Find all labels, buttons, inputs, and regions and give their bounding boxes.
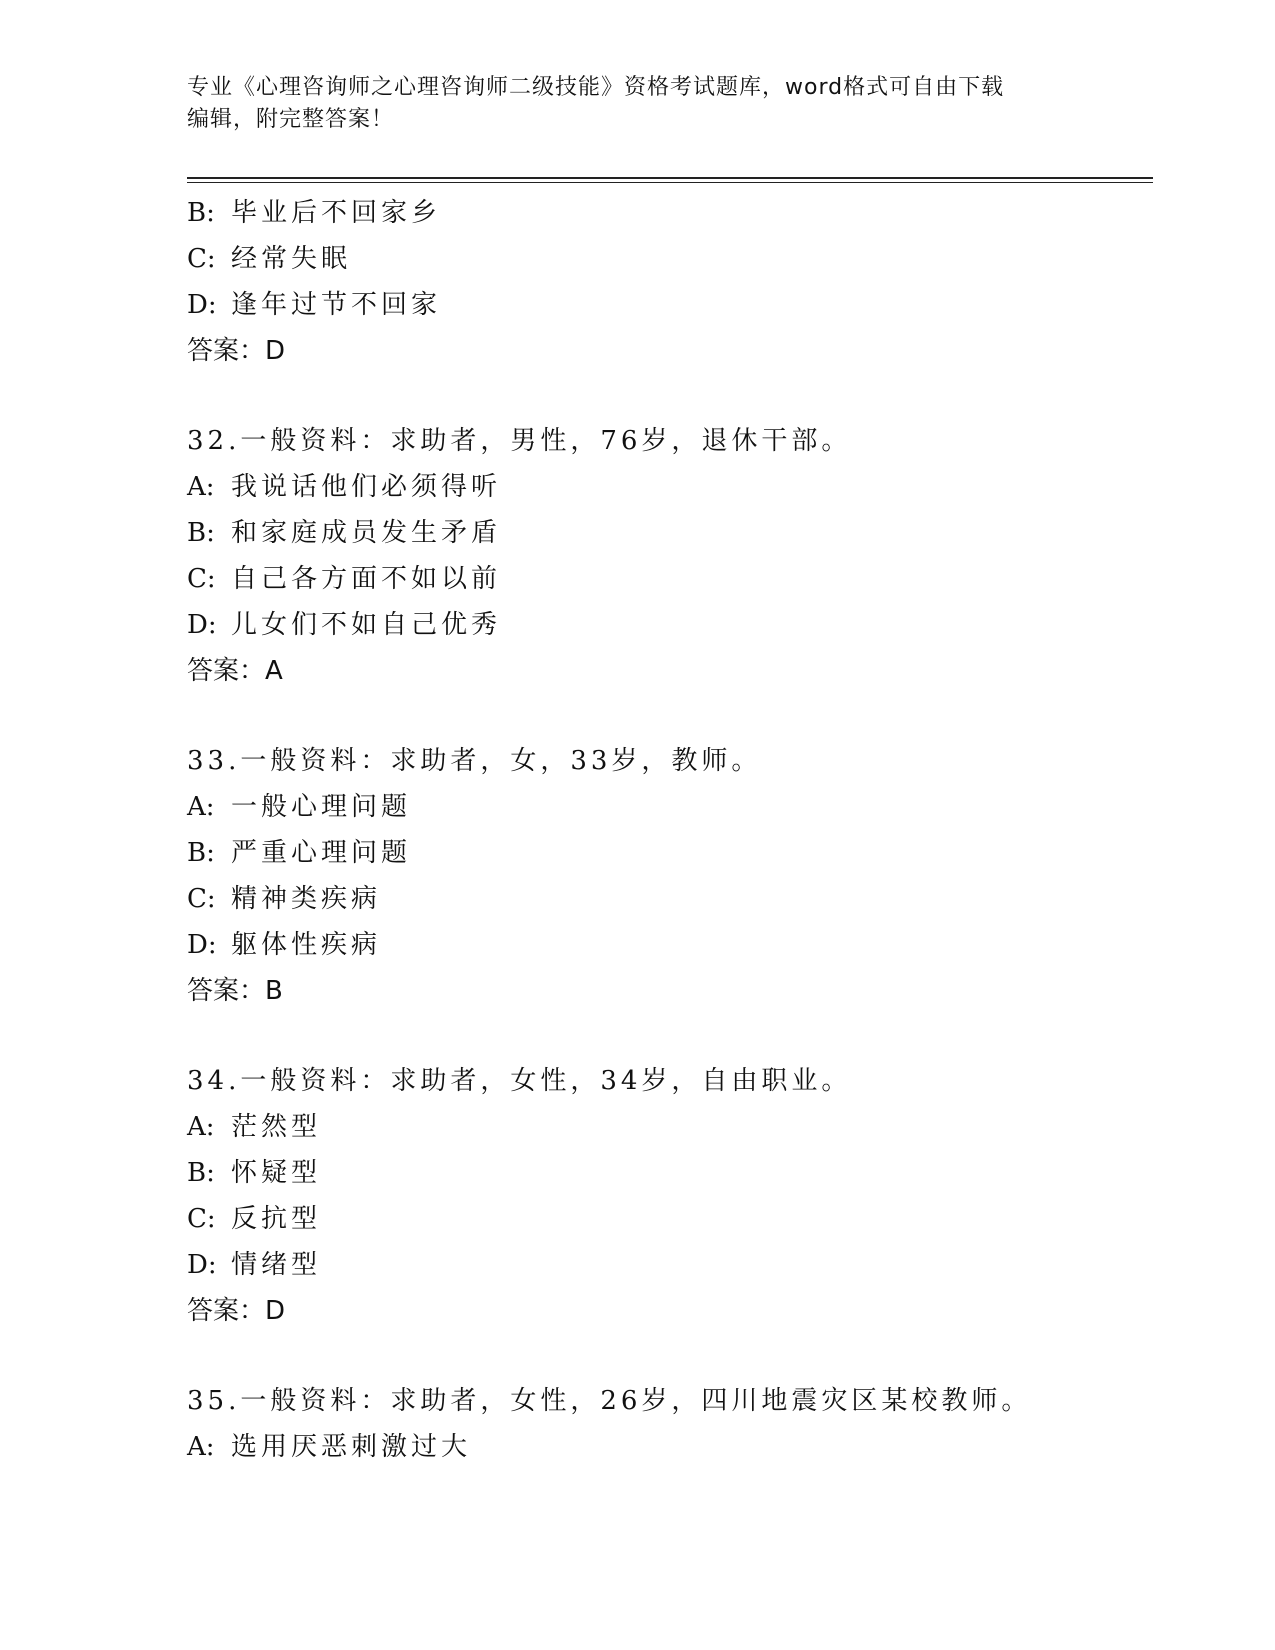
header-divider-thick [187,177,1153,179]
option-row [187,190,1153,236]
option-row [187,922,1153,968]
option-row [187,876,1153,922]
spacer [187,1014,1153,1058]
header-line-2: 编辑，附完整答案！ [187,107,395,132]
option-row [187,1424,1153,1470]
option-text: 儿女们不如自己优秀 [231,610,502,640]
option-row [187,784,1153,830]
option-text: 逢年过节不回家 [231,290,442,320]
option-text: 和家庭成员发生矛盾 [231,518,502,548]
option-key: A: [187,1112,215,1142]
option-text: 一般心理问题 [231,792,412,822]
header-line-1: 专业《心理咨询师之心理咨询师二级技能》资格考试题库，word格式可自由下载 [187,75,1005,100]
option-text: 选用厌恶刺激过大 [231,1432,472,1462]
option-key: A: [187,472,215,502]
option-text: 躯体性疾病 [231,930,382,960]
option-row [187,1196,1153,1242]
option-key: A: [187,792,215,822]
option-text: 严重心理问题 [231,838,412,868]
answer-line: 答案：B [187,976,283,1006]
option-key: D: [187,930,217,960]
option-row [187,282,1153,328]
option-text: 精神类疾病 [231,884,382,914]
option-key: C: [187,884,216,914]
spacer [187,1334,1153,1378]
option-key: D: [187,290,217,320]
option-key: C: [187,1204,216,1234]
option-text: 茫然型 [231,1112,322,1142]
option-key: C: [187,564,216,594]
document-header [187,72,1087,136]
option-row [187,1104,1153,1150]
question-block-33 [187,738,1153,1014]
question-stem: 33.一般资料：求助者，女，33岁，教师。 [187,746,762,776]
option-row [187,1150,1153,1196]
option-text: 情绪型 [231,1250,322,1280]
option-key: D: [187,610,217,640]
option-key: D: [187,1250,217,1280]
option-key: B: [187,838,215,868]
header-divider-thin [187,182,1153,183]
question-block-32 [187,418,1153,694]
spacer [187,694,1153,738]
option-row [187,556,1153,602]
option-text: 毕业后不回家乡 [231,198,442,228]
question-stem: 32.一般资料：求助者，男性，76岁，退休干部。 [187,426,852,456]
option-text: 自己各方面不如以前 [231,564,502,594]
option-key: A: [187,1432,215,1462]
option-row [187,1242,1153,1288]
option-text: 经常失眠 [231,244,352,274]
question-block-35 [187,1378,1153,1470]
question-stem: 35.一般资料：求助者，女性，26岁，四川地震灾区某校教师。 [187,1386,1032,1416]
option-row [187,830,1153,876]
option-text: 反抗型 [231,1204,322,1234]
option-row [187,464,1153,510]
option-text: 怀疑型 [231,1158,322,1188]
question-block-continued [187,190,1153,374]
answer-line: 答案：A [187,656,283,686]
option-key: B: [187,198,215,228]
option-text: 我说话他们必须得听 [231,472,502,502]
answer-line: 答案：D [187,1296,286,1326]
option-key: B: [187,518,215,548]
option-row [187,236,1153,282]
question-list [187,190,1153,1470]
spacer [187,374,1153,418]
option-key: B: [187,1158,215,1188]
question-block-34 [187,1058,1153,1334]
option-row [187,602,1153,648]
option-key: C: [187,244,216,274]
answer-line: 答案：D [187,336,286,366]
option-row [187,510,1153,556]
question-stem: 34.一般资料：求助者，女性，34岁，自由职业。 [187,1066,852,1096]
